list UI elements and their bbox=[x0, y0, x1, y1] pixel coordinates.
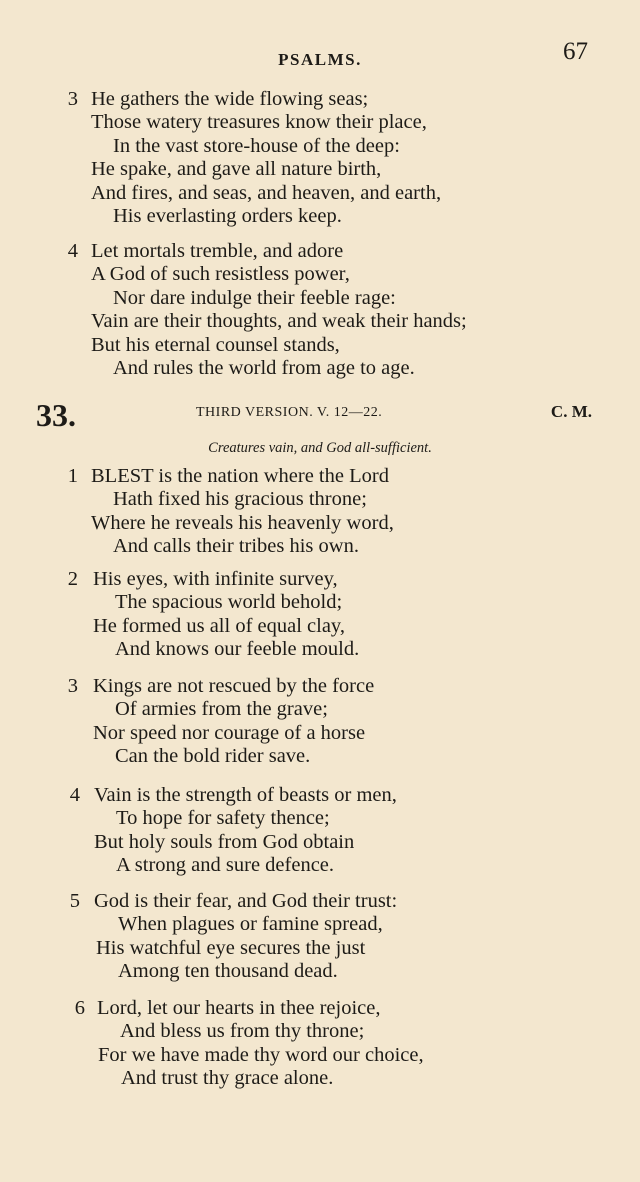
verse-line: His eyes, with infinite survey, bbox=[93, 568, 338, 590]
stanza-number: 4 bbox=[69, 784, 80, 806]
version-label: THIRD VERSION. V. 12—22. bbox=[196, 405, 383, 420]
verse-line: And bless us from thy throne; bbox=[120, 1020, 365, 1043]
verse-line: When plagues or famine spread, bbox=[118, 913, 383, 936]
verse-line: Those watery treasures know their place, bbox=[91, 111, 427, 134]
stanza-number: 3 bbox=[67, 675, 78, 697]
verse-line: For we have made thy word our choice, bbox=[98, 1043, 424, 1066]
verse-line: Vain is the strength of beasts or men, bbox=[94, 784, 397, 806]
stanza-number: 1 bbox=[67, 465, 78, 487]
verse-line: Of armies from the grave; bbox=[115, 698, 328, 721]
verse-line: Let mortals tremble, and adore bbox=[91, 240, 344, 262]
verse-line: Lord, let our hearts in thee rejoice, bbox=[97, 997, 381, 1019]
running-title: PSALMS. bbox=[278, 50, 362, 69]
stanza-number: 5 bbox=[69, 890, 80, 912]
stanza bbox=[0, 88, 640, 228]
stanza-number: 3 bbox=[67, 88, 78, 110]
verse-line: BLEST is the nation where the Lord bbox=[91, 465, 389, 487]
verse-line: Nor speed nor courage of a horse bbox=[93, 721, 366, 744]
verse-line: A God of such resistless power, bbox=[91, 263, 350, 286]
stanza bbox=[0, 675, 640, 769]
verse-line: Among ten thousand dead. bbox=[118, 960, 338, 983]
stanza-number: 6 bbox=[74, 997, 85, 1019]
verse-line: He formed us all of equal clay, bbox=[93, 614, 345, 637]
verse-line: And rules the world from age to age. bbox=[113, 356, 415, 379]
verse-line: His everlasting orders keep. bbox=[113, 204, 342, 227]
stanza bbox=[0, 240, 640, 380]
verse-line: But his eternal counsel stands, bbox=[91, 333, 340, 356]
verse-line: Nor dare indulge their feeble rage: bbox=[113, 286, 396, 309]
verse-line: Kings are not rescued by the force bbox=[93, 675, 375, 697]
stanza bbox=[0, 890, 640, 984]
stanza bbox=[0, 997, 640, 1091]
verse-line: And calls their tribes his own. bbox=[113, 535, 359, 558]
page-number: 67 bbox=[563, 38, 588, 65]
verse-line: The spacious world behold; bbox=[115, 591, 343, 614]
stanza-number: 4 bbox=[67, 240, 78, 262]
verse-line: In the vast store-house of the deep: bbox=[113, 134, 400, 157]
verse-line: His watchful eye secures the just bbox=[96, 936, 366, 959]
stanza bbox=[0, 784, 640, 878]
stanza bbox=[0, 568, 640, 662]
verse-line: To hope for safety thence; bbox=[116, 807, 330, 830]
verse-line: He gathers the wide flowing seas; bbox=[91, 88, 369, 110]
verse-line: Hath fixed his gracious throne; bbox=[113, 488, 367, 511]
verse-line: God is their fear, and God their trust: bbox=[94, 890, 398, 912]
stanza-number: 2 bbox=[67, 568, 78, 590]
verse-line: And knows our feeble mould. bbox=[115, 638, 360, 661]
verse-line: Can the bold rider save. bbox=[115, 745, 311, 768]
hymn-subtitle: Creatures vain, and God all-sufficient. bbox=[208, 440, 432, 456]
verse-line: And trust thy grace alone. bbox=[121, 1067, 334, 1090]
verse-line: And fires, and seas, and heaven, and earth, bbox=[91, 181, 442, 204]
verse-line: He spake, and gave all nature birth, bbox=[91, 158, 382, 181]
verse-line: Vain are their thoughts, and weak their hands; bbox=[91, 310, 467, 333]
verse-line: A strong and sure defence. bbox=[116, 854, 335, 877]
hymn-heading bbox=[0, 397, 640, 433]
verse-line: Where he reveals his heavenly word, bbox=[91, 511, 394, 534]
verse-line: But holy souls from God obtain bbox=[94, 830, 355, 853]
hymn-number: 33. bbox=[36, 397, 76, 433]
meter-label: C. M. bbox=[550, 402, 592, 421]
stanza bbox=[0, 465, 640, 559]
page-header bbox=[0, 38, 640, 78]
